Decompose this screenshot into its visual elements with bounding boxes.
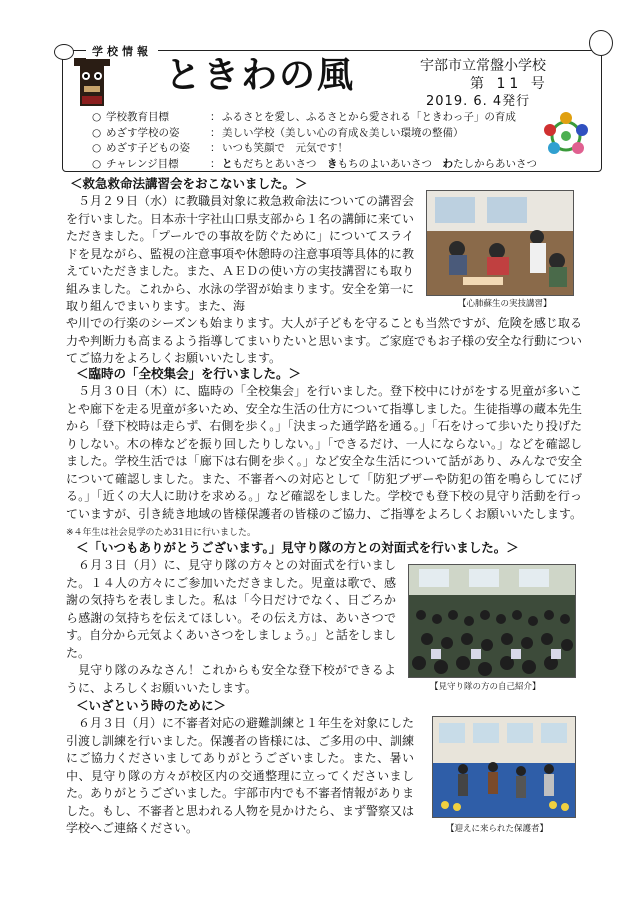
issue-date: 2019. 6. 4発行 — [426, 94, 531, 109]
goal-value: 美しい学校（美しい心の育成＆美しい環境の整備） — [222, 126, 464, 139]
photo-gym-graphic — [433, 717, 575, 817]
paragraph: 見守り隊のみなさん！これからも安全な登下校ができるように、よろしくお願いいたします。 — [66, 663, 396, 695]
photo-caption: 【心肺蘇生の実技講習】 — [458, 299, 552, 309]
goal-colon: ： — [210, 111, 221, 123]
section-heading-assembly: ＜臨時の「全校集会」を行いました。＞ — [76, 366, 302, 381]
scroll-curl-right — [589, 30, 613, 56]
challenge-row — [92, 157, 537, 173]
goal-colon: ： — [210, 126, 221, 139]
challenge-key: と — [222, 157, 233, 170]
goal-row — [92, 110, 537, 126]
challenge-rest: たしからあいさつ — [453, 157, 537, 170]
section-body-assembly — [66, 383, 582, 543]
photo-caption: 【見守り隊の方の自己紹介】 — [430, 682, 541, 692]
totem-mascot-icon — [70, 54, 114, 110]
school-goals — [92, 110, 537, 172]
paragraph — [66, 383, 582, 543]
goal-bullet: ○ — [92, 126, 102, 139]
section-body-first-aid-a — [66, 193, 414, 316]
issue-number: 第 11 号 — [470, 76, 549, 92]
footnote: ※４年生は社会見学のため31日に行いました。 — [66, 528, 256, 538]
paragraph: や川での行楽のシーズンも始まります。大人が子どもを守ることも当然ですが、危険を感じ取る力や判断力も高まるよう指導してまいりたいと思います。ご家庭でもお子様の安全な行動についてご協力をよろしくお願いいたします。 — [66, 316, 582, 365]
goal-bullet: ○ — [92, 111, 102, 123]
paragraph-text: ５月３０日（木）に、臨時の「全校集会」を行いました。登下校中にけがをする児童が多いことや廊下を走る児童が多いため、安全な生活の仕方について指導しました。生徒指導の蔵本先生から「登下校時は走らず、右側を歩く。」「決まった通学路を通る。」「石をけって歩いたり投げたりしない。木の棒などを振り回したりしない。」「できるだけ、一人にならない。」などを確認しました。学校生活では「廊下は右側を歩く。」など安全な生活について話があり、みんなで安全について確認しました。また、不審者への対応として「防犯ブザーや防犯の笛を鳴らしてにげる。」「近くの大人に助けを求める。」など確認をしました。学校でも登下校の見守り活動を行っていますが、引き続き地域の皆様保護者の皆様のご協力、ご指導をよろしくお願いいたします。 — [66, 384, 583, 521]
school-name: 宇部市立常盤小学校 — [420, 58, 546, 74]
paragraph: ６月３日（月）に不審者対応の避難訓練と１年生を対象にした引渡し訓練を行いました。保護者の皆様には、ご多用の中、訓練にご協力くださいましてありがとうございました。また、暑い中、見守り隊の方々が校区内の交通整理に立ってくださいました。ありがとうございました。宇部市内でも不審者情報がありました。もし、不審者と思われる人物を見かけたら、まず警察又は学校へご連絡ください。 — [66, 716, 415, 835]
goal-colon: ： — [210, 142, 221, 154]
photo-cpr-training — [426, 190, 574, 296]
section-heading-drill: ＜いざという時のために＞ — [76, 698, 227, 713]
challenge-key: き — [327, 157, 338, 170]
challenge-value — [222, 157, 537, 173]
goal-row — [92, 141, 537, 157]
goal-label: チャレンジ目標 — [106, 157, 179, 170]
goal-bullet: ○ — [92, 142, 102, 154]
challenge-key: わ — [442, 157, 453, 170]
goal-label: 学校教育目標 — [106, 111, 169, 123]
paragraph: ６月３日（月）に、見守り隊の方々との対面式を行いました。１４人の方々にご参加いただきました。児童は歌で、感謝の気持ちを表しました。私は「今日だけでなく、日ごろから感謝の気持ちを伝えてほしい。その伝え方は、あいさつです。自分から元気よくあいさつをしましょう。」と話をしました。 — [66, 558, 396, 660]
newsletter-title: ときわの風 — [165, 54, 356, 96]
section-body-first-aid-b — [66, 315, 582, 368]
photo-crowd-graphic — [409, 565, 575, 677]
goal-colon: ： — [210, 157, 221, 170]
goal-value: いつも笑顔で 元気です！ — [222, 142, 348, 154]
category-label: 学校情報 — [86, 45, 158, 59]
photo-caption: 【迎えに来られた保護者】 — [446, 824, 549, 834]
photo-cpr-graphic — [427, 191, 573, 295]
goal-label: めざす子どもの姿 — [106, 142, 190, 154]
goal-bullet: ○ — [92, 157, 102, 170]
goal-row — [92, 126, 537, 142]
paragraph: ５月２９日（水）に教職員対象に救急救命法についての講習会を行いました。日本赤十字社山口県支部から１名の講師に来ていただきました。「プールでの事故を防ぐために」についてスライドを見ながら、監視の注意事項や休憩時の注意事項等具体的に教えていただきました。また、ＡＥＤの使い方の実技講習にも取り組みました。これから、水泳の学習が始まります。安全を第一に取り組んでまいります。また、海 — [66, 194, 415, 313]
photo-watch-team-introduction — [408, 564, 576, 678]
challenge-rest: もちのよいあいさつ — [337, 157, 443, 170]
section-body-watch-team — [66, 557, 396, 697]
challenge-rest: もだちとあいさつ — [232, 157, 327, 170]
section-heading-first-aid: ＜救急救命法講習会をおこないました。＞ — [70, 176, 308, 191]
goal-label: めざす学校の姿 — [106, 126, 180, 139]
children-circle-logo-icon — [540, 110, 592, 158]
photo-parents-pickup — [432, 716, 576, 818]
goal-value: ふるさとを愛し、ふるさとから愛される「ときわっ子」の育成 — [222, 111, 516, 123]
section-body-drill — [66, 715, 414, 838]
section-heading-watch-team: ＜「いつもありがとうございます。」見守り隊の方との対面式を行いました。＞ — [76, 540, 519, 555]
